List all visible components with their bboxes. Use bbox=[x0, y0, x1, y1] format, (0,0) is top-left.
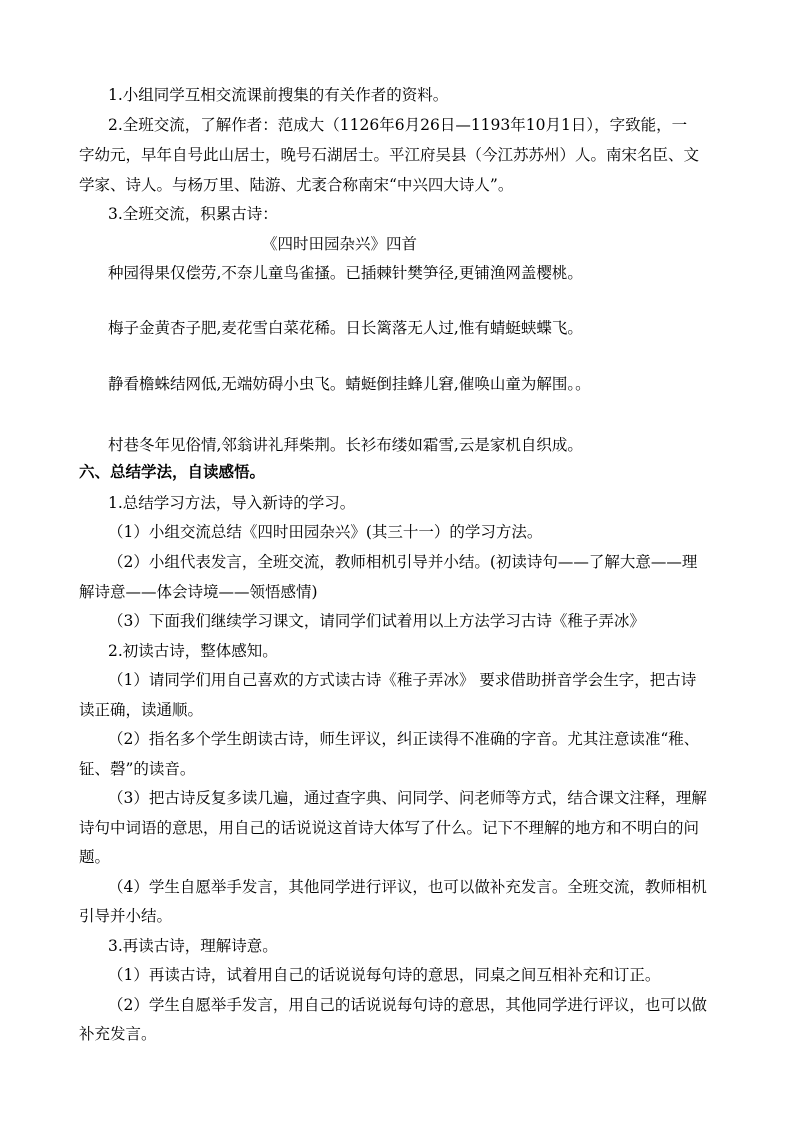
poem-line: 静看檐蛛结网低,无端妨碍小虫飞。蜻蜓倒挂蜂儿窘,催唤山童为解围。。 bbox=[108, 375, 591, 393]
paragraph-line: 读正确，读通顺。 bbox=[79, 701, 204, 719]
paragraph-line: 字幼元，早年自号此山居士，晚号石湖居士。平江府吴县（今江苏苏州）人。南宋名臣、文 bbox=[79, 146, 700, 164]
paragraph-line: 2.初读古诗，整体感知。 bbox=[108, 642, 278, 660]
paragraph-line: 学家、诗人。与杨万里、陆游、尤袤合称南宋“中兴四大诗人”。 bbox=[79, 176, 514, 194]
paragraph-line: （3）下面我们继续学习课文，请同学们试着用以上方法学习古诗《稚子弄冰》 bbox=[108, 612, 645, 630]
paragraph-line: （1）再读古诗，试着用自己的话说说每句诗的意思，同桌之间互相补充和订正。 bbox=[108, 966, 661, 984]
paragraph-line: （3）把古诗反复多读几遍，通过查字典、问同学、问老师等方式，结合课文注释，理解 bbox=[108, 789, 707, 807]
paragraph-line: 解诗意——体会诗境——领悟感情) bbox=[79, 583, 318, 601]
section-heading: 六、总结学法，自读感悟。 bbox=[79, 463, 266, 481]
paragraph-line: （2）小组代表发言，全班交流，教师相机引导并小结。(初读诗句——了解大意——理 bbox=[108, 553, 698, 571]
poem-line: 种园得果仅偿劳,不奈儿童鸟雀搔。已插棘针樊笋径,更铺渔网盖樱桃。 bbox=[108, 264, 583, 282]
paragraph-line: （1）请同学们用自己喜欢的方式读古诗《稚子弄冰》 要求借助拼音学会生字，把古诗 bbox=[108, 671, 697, 689]
poem-title: 《四时田园杂兴》四首 bbox=[262, 235, 418, 253]
paragraph-line: 钲、磬”的读音。 bbox=[79, 760, 196, 778]
paragraph-line: 2.全班交流，了解作者：范成大（1126年6月26日—1193年10月1日），字致能，一 bbox=[108, 116, 688, 134]
paragraph-line: 3.全班交流，积累古诗： bbox=[108, 205, 278, 223]
paragraph-line: （1）小组交流总结《四时田园杂兴》(其三十一）的学习方法。 bbox=[108, 523, 543, 541]
paragraph-line: 补充发言。 bbox=[79, 1025, 157, 1043]
paragraph-line: （4）学生自愿举手发言，其他同学进行评议，也可以做补充发言。全班交流，教师相机 bbox=[108, 878, 707, 896]
poem-line: 梅子金黄杏子肥,麦花雪白菜花稀。日长篱落无人过,惟有蜻蜓蛱蝶飞。 bbox=[108, 319, 583, 337]
paragraph-line: 1.小组同学互相交流课前搜集的有关作者的资料。 bbox=[108, 86, 449, 104]
paragraph-line: 3.再读古诗，理解诗意。 bbox=[108, 937, 278, 955]
poem-line: 村巷冬年见俗情,邻翁讲礼拜柴荆。长衫布缕如霜雪,云是家机自织成。 bbox=[108, 436, 583, 454]
paragraph-line: 题。 bbox=[79, 848, 111, 866]
paragraph-line: 诗句中词语的意思，用自己的话说说这首诗大体写了什么。记下不理解的地方和不明白的问 bbox=[79, 819, 700, 837]
paragraph-line: （2）指名多个学生朗读古诗，师生评议，纠正读得不准确的字音。尤其注意读准“稚、 bbox=[108, 730, 700, 748]
paragraph-line: 引导并小结。 bbox=[79, 907, 173, 925]
paragraph-line: 1.总结学习方法，导入新诗的学习。 bbox=[108, 494, 356, 512]
paragraph-line: （2）学生自愿举手发言，用自己的话说说每句诗的意思，其他同学进行评议，也可以做 bbox=[108, 996, 707, 1014]
